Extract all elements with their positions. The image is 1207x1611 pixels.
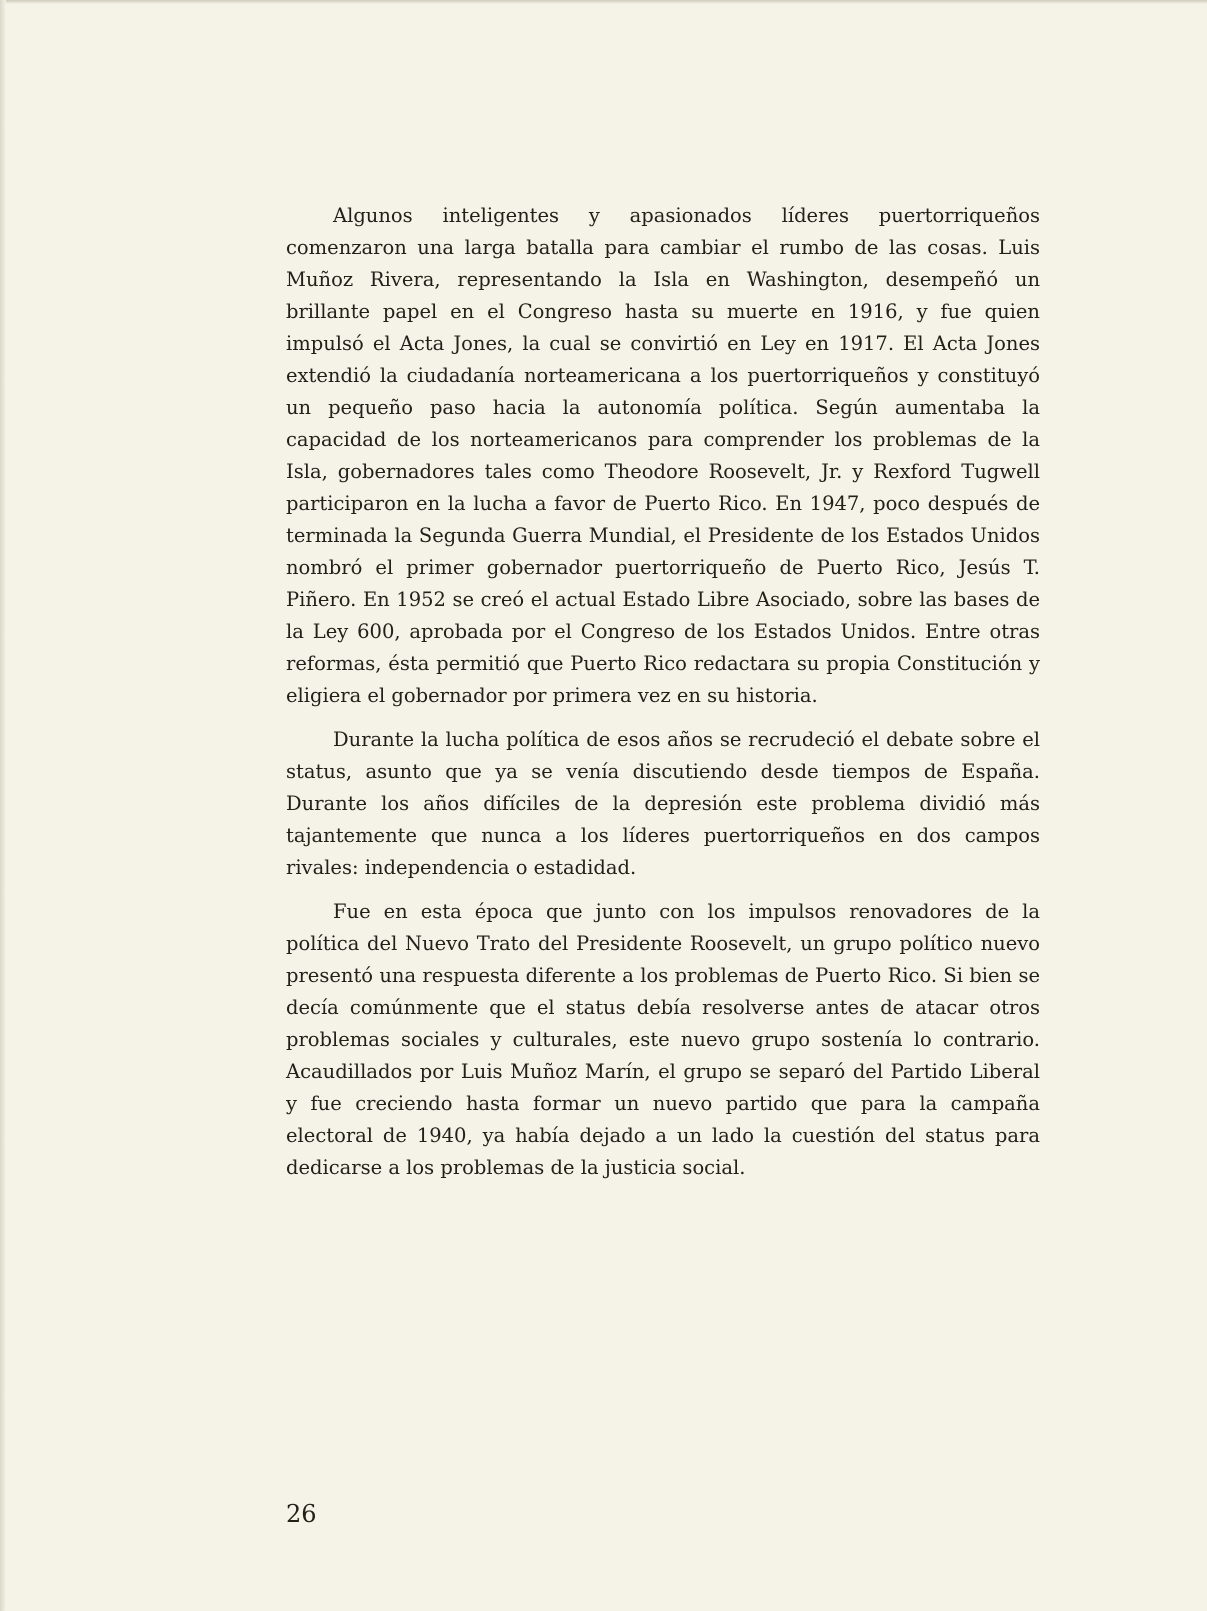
page-top-edge xyxy=(0,0,1207,4)
paragraph-1: Algunos inteligentes y apasionados líderes puertorriqueños comenzaron una larga batalla para cambiar el rumbo de las cosas. Luis Muñoz Rivera, representando la Isla en Washington, desempeñó un brillante papel en el Congreso hasta su muerte en 1916, y fue quien impulsó el Acta Jones, la cual se convirtió en Ley en 1917. El Acta Jones extendió la ciudadanía norteamericana a los puertorriqueños y constituyó un pequeño paso hacia la autonomía política. Según aumentaba la capacidad de los norteamericanos para comprender los problemas de la Isla, gobernadores tales como Theodore Roosevelt, Jr. y Rexford Tugwell participaron en la lucha a favor de Puerto Rico. En 1947, poco después de terminada la Segunda Guerra Mundial, el Presidente de los Estados Unidos nombró el primer gobernador puertorriqueño de Puerto Rico, Jesús T. Piñero. En 1952 se creó el actual Estado Libre Asociado, sobre las bases de la Ley 600, aprobada por el Congreso de los Estados Unidos. Entre otras reformas, ésta permitió que Puerto Rico redactara su propia Constitución y eligiera el gobernador por primera vez en su historia. xyxy=(286,204,1040,707)
page-number: 26 xyxy=(286,1500,317,1528)
paragraph-2: Durante la lucha política de esos años se recrudeció el debate sobre el status, asunto que ya se venía discutiendo desde tiempos de España. Durante los años difíciles de la depresión este problema dividió más tajantemente que nunca a los líderes puertorriqueños en dos campos rivales: independencia o estadidad. xyxy=(286,728,1040,879)
body-text xyxy=(286,200,1040,1196)
paragraph-3: Fue en esta época que junto con los impulsos renovadores de la política del Nuevo Trato del Presidente Roosevelt, un grupo político nuevo presentó una respuesta diferente a los problemas de Puerto Rico. Si bien se decía comúnmente que el status debía resolverse antes de atacar otros problemas sociales y culturales, este nuevo grupo sostenía lo contrario. Acaudillados por Luis Muñoz Marín, el grupo se separó del Partido Liberal y fue creciendo hasta formar un nuevo partido que para la campaña electoral de 1940, ya había dejado a un lado la cuestión del status para dedicarse a los problemas de la justicia social. xyxy=(286,900,1040,1179)
page-left-edge xyxy=(0,0,6,1611)
